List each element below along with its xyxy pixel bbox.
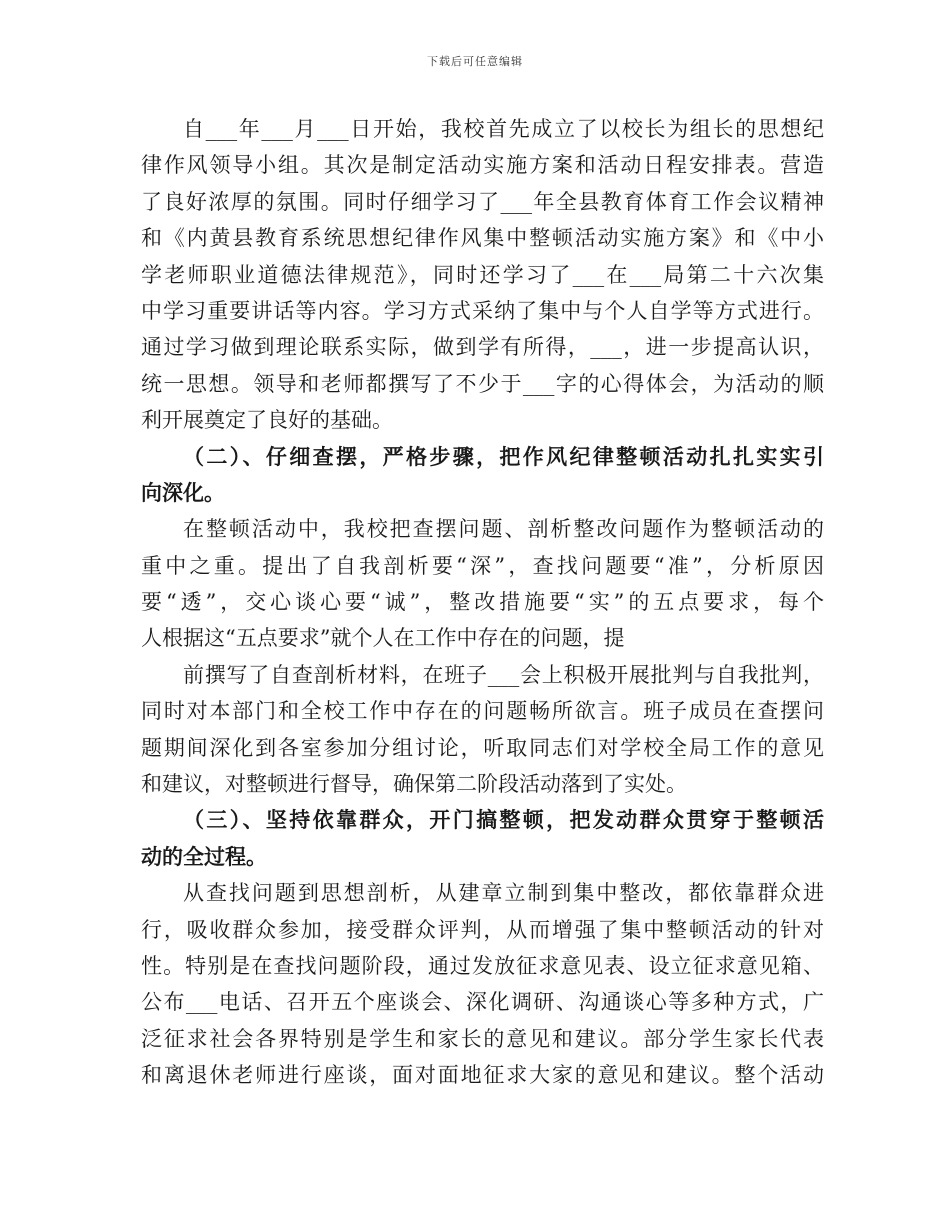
text-line: 和离退休老师进行座谈，面对面地征求大家的意见和建议。整个活动 bbox=[141, 1063, 824, 1088]
section-heading bbox=[141, 439, 824, 512]
document-body bbox=[141, 111, 824, 1094]
text-line: 和《内黄县教育系统思想纪律作风集中整顿活动实施方案》和《中小 bbox=[141, 226, 824, 251]
text-line: 性。特别是在查找问题阶段，通过发放征求意见表、设立征求意见箱、 bbox=[141, 953, 824, 978]
text-line: 律作风领导小组。其次是制定活动实施方案和活动日程安排表。营造 bbox=[141, 153, 824, 178]
text-line: 同时对本部门和全校工作中存在的问题畅所欲言。班子成员在查摆问 bbox=[141, 699, 824, 724]
text-line: 通过学习做到理论联系实际，做到学有所得，___，进一步提高认识， bbox=[141, 335, 824, 360]
text-line: 人根据这“五点要求”就个人在工作中存在的问题，提 bbox=[141, 626, 625, 651]
text-line: 统一思想。领导和老师都撰写了不少于___字的心得体会，为活动的顺 bbox=[141, 371, 824, 396]
text-line: 重中之重。提出了自我剖析要“深”，查找问题要“准”，分析原因 bbox=[141, 553, 824, 578]
text-line: 在整顿活动中，我校把查摆问题、剖析整改问题作为整顿活动的 bbox=[183, 517, 824, 542]
text-line: 行，吸收群众参加，接受群众评判，从而增强了集中整顿活动的针对 bbox=[141, 917, 824, 942]
paragraph bbox=[141, 111, 824, 439]
paragraph bbox=[141, 511, 824, 657]
text-line: 动的全过程。 bbox=[141, 843, 267, 869]
text-line: 公布___电话、召开五个座谈会、深化调研、沟通谈心等多种方式，广 bbox=[141, 990, 824, 1015]
section-heading bbox=[141, 802, 824, 875]
text-line: 前撰写了自查剖析材料，在班子___会上积极开展批判与自我批判， bbox=[183, 662, 824, 687]
text-line: 和建议，对整顿进行督导，确保第二阶段活动落到了实处。 bbox=[141, 772, 687, 797]
text-line: 题期间深化到各室参加分组讨论，听取同志们对学校全局工作的意见 bbox=[141, 735, 824, 760]
text-line: 利开展奠定了良好的基础。 bbox=[141, 408, 393, 433]
text-line: 泛征求社会各界特别是学生和家长的意见和建议。部分学生家长代表 bbox=[141, 1026, 824, 1051]
text-line: （二）、仔细查摆，严格步骤，把作风纪律整顿活动扎扎实实引 bbox=[183, 443, 824, 469]
text-line: 自___年___月___日开始，我校首先成立了以校长为组长的思想纪 bbox=[183, 117, 824, 141]
text-line: 向深化。 bbox=[141, 479, 225, 505]
text-line: 中学习重要讲话等内容。学习方式采纳了集中与个人自学等方式进行。 bbox=[141, 298, 824, 323]
page-header-note: 下载后可任意编辑 bbox=[427, 55, 523, 68]
paragraph bbox=[141, 875, 824, 1093]
text-line: 学老师职业道德法律规范》，同时还学习了___在___局第二十六次集 bbox=[141, 262, 824, 287]
text-line: （三）、坚持依靠群众，开门搞整顿，把发动群众贯穿于整顿活 bbox=[183, 807, 824, 833]
paragraph bbox=[141, 657, 824, 803]
text-line: 从查找问题到思想剖析，从建章立制到集中整改，都依靠群众进 bbox=[183, 881, 824, 906]
text-line: 了良好浓厚的氛围。同时仔细学习了___年全县教育体育工作会议精神 bbox=[141, 189, 824, 214]
text-line: 要“透”，交心谈心要“诚”，整改措施要“实”的五点要求，每个 bbox=[141, 590, 824, 615]
